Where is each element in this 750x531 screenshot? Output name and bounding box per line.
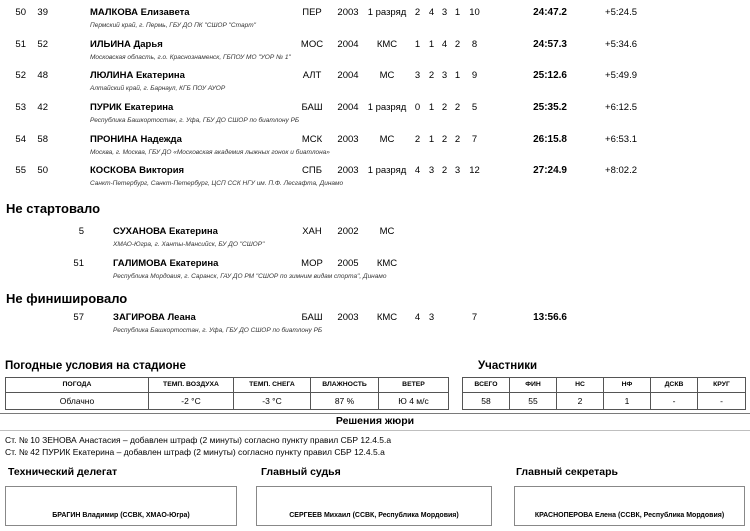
shooting-1-cell: 4 [414, 312, 421, 323]
participants-value: 1 [604, 393, 651, 409]
participants-value: - [720, 396, 723, 406]
time-cell: 27:24.9 [533, 165, 567, 176]
participants-header: ВСЕГО [463, 378, 510, 393]
weather-value: -3 °C [234, 393, 311, 409]
birth-year-cell: 2003 [337, 165, 359, 176]
bib-cell: 42 [37, 102, 48, 113]
shooting-4-cell: 2 [454, 39, 461, 50]
region-cell: МОР [301, 258, 323, 269]
athlete-club: Республика Башкортостан, г. Уфа, ГБУ ДО СШОР по биатлону РБ [113, 327, 323, 334]
bib-cell: 5 [78, 226, 84, 237]
shooting-3-cell: 2 [441, 102, 448, 113]
athlete-name: ЛЮЛИНА Екатерина [90, 70, 185, 81]
weather-header: ВЕТЕР [379, 378, 448, 393]
participants-value: 2 [557, 393, 604, 409]
athlete-club: Москва, г. Москва, ГБУ ДО «Московская академия лыжных гонок и биатлона» [90, 149, 330, 156]
signature-box-chief-judge [256, 486, 492, 526]
penalty-total-cell: 7 [471, 312, 478, 323]
region-cell: БАШ [301, 102, 323, 113]
participants-value: 55 [510, 393, 557, 409]
rank-cell: 1 разряд [367, 165, 407, 176]
place-cell: 50 [15, 7, 26, 18]
time-cell: 25:35.2 [533, 102, 567, 113]
weather-value: 87 % [311, 393, 379, 409]
shooting-3-cell: 3 [441, 70, 448, 81]
shooting-2-cell: 1 [428, 134, 435, 145]
participants-header: НС [557, 378, 604, 393]
athlete-cell [90, 7, 256, 32]
penalty-total-cell: 7 [471, 134, 478, 145]
shooting-4-cell: 2 [454, 134, 461, 145]
dns-row [0, 226, 750, 257]
athlete-cell [90, 39, 291, 64]
shooting-4-cell: 2 [454, 102, 461, 113]
result-row [0, 134, 750, 165]
weather-value: Ю 4 м/с [398, 396, 429, 406]
shooting-2-cell: 3 [428, 312, 435, 323]
participants-header: ФИН [510, 378, 557, 393]
athlete-club: Санкт-Петербург, Санкт-Петербург, ЦСП ССК НГУ им. П.Ф. Лесгафта, Динамо [90, 180, 344, 187]
birth-year-cell: 2003 [337, 7, 359, 18]
region-cell: ПЕР [302, 7, 322, 18]
participants-table [462, 377, 746, 410]
shooting-2-cell: 1 [428, 39, 435, 50]
gap-cell: +5:24.5 [605, 7, 637, 18]
dnf-row [0, 312, 750, 343]
participants-section-title: Участники [478, 360, 538, 372]
participants-value: 58 [463, 393, 510, 409]
result-row [0, 7, 750, 38]
rank-cell: 1 разряд [367, 7, 407, 18]
penalty-total-cell: 9 [471, 70, 478, 81]
gap-cell: +5:34.6 [605, 39, 637, 50]
region-cell: СПБ [302, 165, 322, 176]
shooting-2-cell: 3 [428, 165, 435, 176]
shooting-2-cell: 1 [428, 102, 435, 113]
rank-cell: МС [379, 70, 395, 81]
dns-section-title: Не стартовало [6, 201, 101, 216]
result-row [0, 70, 750, 101]
shooting-1-cell: 4 [414, 165, 421, 176]
shooting-2-cell: 2 [428, 70, 435, 81]
athlete-name: СУХАНОВА Екатерина [113, 226, 218, 237]
athlete-name: ПРОНИНА Надежда [90, 134, 182, 145]
gap-cell: +6:53.1 [605, 134, 637, 145]
divider [0, 413, 750, 414]
time-cell: 26:15.8 [533, 134, 567, 145]
shooting-2-cell: 4 [428, 7, 435, 18]
time-cell: 13:56.6 [533, 312, 567, 323]
result-row [0, 39, 750, 70]
weather-value: -2 °C [149, 393, 234, 409]
birth-year-cell: 2004 [337, 39, 359, 50]
weather-value: Облачно [6, 393, 149, 409]
rank-cell: МС [379, 226, 395, 237]
athlete-club: Московская область, г.о. Краснознаменск, ГБПОУ МО "УОР № 1" [90, 54, 291, 61]
athlete-name: МАЛКОВА Елизавета [90, 7, 190, 18]
shooting-1-cell: 0 [414, 102, 421, 113]
gap-cell: +5:49.9 [605, 70, 637, 81]
bib-cell: 51 [73, 258, 84, 269]
shooting-3-cell: 2 [441, 134, 448, 145]
place-cell: 55 [15, 165, 26, 176]
bib-cell: 52 [37, 39, 48, 50]
birth-year-cell: 2003 [337, 134, 359, 145]
rank-cell: КМС [376, 312, 398, 323]
bib-cell: 50 [37, 165, 48, 176]
shooting-3-cell: 2 [441, 165, 448, 176]
participants-value: - [651, 393, 698, 409]
athlete-cell [90, 102, 299, 127]
weather-header: ТЕМП. ВОЗДУХА [149, 378, 234, 393]
gap-cell: +8:02.2 [605, 165, 637, 176]
birth-year-cell: 2004 [337, 102, 359, 113]
official-name: БРАГИН Владимир (ССВК, ХМАО-Югра) [52, 512, 190, 519]
weather-table [5, 377, 449, 410]
athlete-club: Алтайский край, г. Барнаул, КГБ ПОУ АУОР [90, 85, 226, 92]
rank-cell: КМС [376, 39, 398, 50]
shooting-4-cell: 3 [454, 165, 461, 176]
shooting-1-cell: 1 [414, 39, 421, 50]
rank-cell: МС [379, 134, 395, 145]
rank-cell: 1 разряд [367, 102, 407, 113]
athlete-name: КОСКОВА Виктория [90, 165, 185, 176]
weather-section-title: Погодные условия на стадионе [5, 360, 186, 372]
place-cell: 53 [15, 102, 26, 113]
penalty-total-cell: 12 [469, 165, 480, 176]
athlete-club: Республика Башкортостан, г. Уфа, ГБУ ДО СШОР по биатлону РБ [90, 117, 300, 124]
rank-cell: КМС [376, 258, 398, 269]
athlete-cell [113, 226, 264, 251]
athlete-club: ХМАО-Югра, г. Ханты-Мансийск, БУ ДО "СШОР" [113, 241, 265, 248]
shooting-3-cell: 3 [441, 7, 448, 18]
shooting-1-cell: 3 [414, 70, 421, 81]
birth-year-cell: 2004 [337, 70, 359, 81]
bib-cell: 39 [37, 7, 48, 18]
birth-year-cell: 2002 [337, 226, 359, 237]
result-row [0, 102, 750, 133]
time-cell: 24:57.3 [533, 39, 567, 50]
jury-decision-line: Ст. № 10 ЗЕНОВА Анастасия – добавлен штраф (2 минуты) согласно пункту правил СБР 12.4.5.а [5, 435, 392, 445]
region-cell: МОС [300, 39, 324, 50]
birth-year-cell: 2003 [337, 312, 359, 323]
divider [0, 430, 750, 431]
athlete-club: Пермский край, г. Пермь, ГБУ ДО ПК "СШОР "Старт" [90, 22, 256, 29]
region-cell: ХАН [302, 226, 322, 237]
athlete-cell [90, 70, 225, 95]
jury-decision-line: Ст. № 42 ПУРИК Екатерина – добавлен штраф (2 минуты) согласно пункту правил СБР 12.4.5.а [5, 447, 385, 457]
place-cell: 54 [15, 134, 26, 145]
official-role-chief-judge: Главный судья [261, 466, 341, 478]
shooting-4-cell: 1 [454, 70, 461, 81]
shooting-4-cell: 1 [454, 7, 461, 18]
athlete-club: Республика Мордовия, г. Саранск, ГАУ ДО РМ "СШОР по зимним видам спорта", Динамо [113, 273, 387, 280]
bib-cell: 48 [37, 70, 48, 81]
bib-cell: 57 [73, 312, 84, 323]
penalty-total-cell: 8 [471, 39, 478, 50]
place-cell: 51 [15, 39, 26, 50]
weather-header: ПОГОДА [6, 378, 149, 393]
athlete-name: ПУРИК Екатерина [90, 102, 174, 113]
signature-box-chief-secretary [514, 486, 745, 526]
region-cell: АЛТ [302, 70, 322, 81]
gap-cell: +6:12.5 [605, 102, 637, 113]
weather-header: ВЛАЖНОСТЬ [311, 378, 379, 393]
bib-cell: 58 [37, 134, 48, 145]
weather-header: ТЕМП. СНЕГА [234, 378, 311, 393]
result-row [0, 165, 750, 196]
region-cell: МСК [301, 134, 323, 145]
time-cell: 25:12.6 [533, 70, 567, 81]
participants-header: ДСКВ [651, 378, 698, 393]
athlete-name: ГАЛИМОВА Екатерина [113, 258, 219, 269]
official-name: КРАСНОПЕРОВА Елена (ССВК, Республика Мордовия) [534, 512, 725, 519]
shooting-3-cell: 4 [441, 39, 448, 50]
shooting-1-cell: 2 [414, 7, 421, 18]
place-cell: 52 [15, 70, 26, 81]
birth-year-cell: 2005 [337, 258, 359, 269]
official-role-chief-secretary: Главный секретарь [516, 466, 618, 478]
penalty-total-cell: 5 [471, 102, 478, 113]
penalty-total-cell: 10 [469, 7, 480, 18]
jury-section-title: Решения жюри [335, 415, 415, 427]
participants-header: НФ [604, 378, 651, 393]
official-role-technical-delegate: Технический делегат [8, 466, 118, 478]
participants-header: КРУГ [698, 378, 745, 393]
time-cell: 24:47.2 [533, 7, 567, 18]
dns-row [0, 258, 750, 289]
athlete-cell [113, 312, 322, 337]
official-name: СЕРГЕЕВ Михаил (ССВК, Республика Мордовия) [289, 512, 459, 519]
region-cell: БАШ [301, 312, 323, 323]
athlete-name: ЗАГИРОВА Леана [113, 312, 196, 323]
dnf-section-title: Не финишировало [6, 291, 128, 306]
athlete-name: ИЛЬИНА Дарья [90, 39, 163, 50]
signature-box-technical-delegate [5, 486, 237, 526]
shooting-1-cell: 2 [414, 134, 421, 145]
